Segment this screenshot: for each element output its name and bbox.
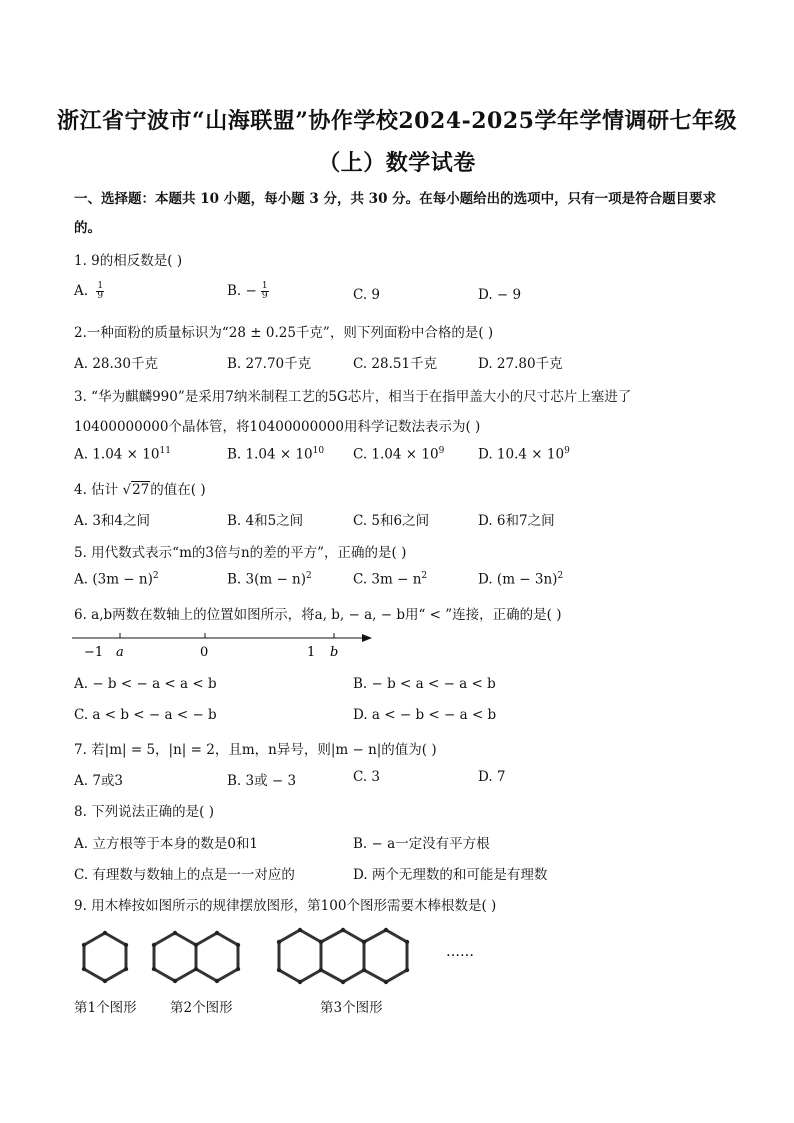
q5-option-c[interactable]: C. $3m - n^2$: [353, 571, 428, 588]
hexagon-figure-2: [154, 933, 238, 981]
question-5-stem: 5. 用代数式表示“m的3倍与n的差的平方”，正确的是( ): [74, 545, 407, 561]
q7-option-d[interactable]: D. 7: [478, 769, 506, 785]
q8-option-b[interactable]: B. − a一定没有平方根: [353, 836, 490, 852]
q4-option-c[interactable]: C. 5和6之间: [353, 513, 430, 529]
arrow-icon: [362, 634, 372, 642]
q3-option-b[interactable]: B. $1.04 \times 10^{10}$: [227, 446, 325, 463]
figure-2-caption: 第2个图形: [170, 1000, 233, 1016]
question-6-stem: 6. a,b两数在数轴上的位置如图所示，将a, b, − a, − b用“ < ”连接，正确的是( ): [74, 607, 562, 623]
q2-option-a[interactable]: A. 28.30千克: [74, 356, 158, 372]
sqrt-icon: √: [122, 482, 132, 498]
sqrt-radicand: 27: [132, 482, 150, 498]
q6-option-d[interactable]: D. a < − b < − a < b: [353, 707, 497, 723]
number-line-figure: [68, 628, 378, 662]
q7-option-a[interactable]: A. 7或3: [74, 773, 124, 789]
q7-option-b[interactable]: B. 3或 − 3: [227, 773, 297, 789]
question-4-stem: 4. 估计 √27的值在( ): [74, 482, 206, 498]
q1-option-b[interactable]: [227, 282, 269, 301]
hexagon-figure-3: [279, 930, 407, 982]
q1-option-b-fraction: $\frac{1}{9}$: [261, 281, 268, 301]
figure-1-caption: 第1个图形: [74, 1000, 137, 1016]
label-minus-1: −1: [84, 645, 104, 660]
label-a: a: [116, 645, 124, 660]
q3-option-a[interactable]: A. $1.04 \times 10^{11}$: [74, 446, 171, 463]
q5-option-a[interactable]: A. $(3m - n)^2$: [74, 571, 159, 588]
q5-option-d[interactable]: D. $(m - 3n)^2$: [478, 571, 564, 588]
label-1: 1: [307, 645, 316, 660]
q3-option-d[interactable]: D. $10.4 \times 10^9$: [478, 446, 570, 463]
q5-option-b[interactable]: B. $3(m - n)^2$: [227, 571, 312, 588]
question-3-stem: 3. “华为麒麟990”是采用7纳米制程工艺的5G芯片，相当于在指甲盖大小的尺寸芯片上塞进了: [74, 389, 632, 405]
q8-option-a[interactable]: A. 立方根等于本身的数是0和1: [74, 836, 259, 852]
q4-option-a[interactable]: A. 3和4之间: [74, 513, 151, 529]
q1-option-a-fraction: $\frac{1}{9}$: [97, 281, 104, 301]
question-9-stem: 9. 用木棒按如图所示的规律摆放图形，第100个图形需要木棒根数是( ): [74, 898, 497, 914]
question-2-stem: 2.一种面粉的质量标识为“28 ± 0.25千克”，则下列面粉中合格的是( ): [74, 325, 494, 341]
q6-option-a[interactable]: A. − b < − a < a < b: [74, 676, 217, 692]
figure-3-caption: 第3个图形: [320, 1000, 383, 1016]
section-header-cont: 的。: [74, 220, 101, 236]
label-0: 0: [200, 645, 209, 660]
q1-option-d[interactable]: D. − 9: [478, 287, 522, 303]
q7-option-c[interactable]: C. 3: [353, 769, 381, 785]
matchstick-heads: [82, 928, 409, 984]
q2-option-b[interactable]: B. 27.70千克: [227, 356, 312, 372]
q1-option-a[interactable]: [74, 282, 104, 301]
section-header: 一、选择题：本题共 10 小题，每小题 3 分，共 30 分。在每小题给出的选项中，只有一项是符合题目要求: [74, 191, 717, 207]
q4-option-b[interactable]: B. 4和5之间: [227, 513, 304, 529]
question-3-stem-cont: 10400000000个晶体管，将10400000000用科学记数法表示为( ): [74, 419, 481, 435]
q1-option-c[interactable]: C. 9: [353, 287, 381, 303]
q4-option-d[interactable]: D. 6和7之间: [478, 513, 555, 529]
question-8-stem: 8. 下列说法正确的是( ): [74, 804, 214, 820]
ellipsis: ……: [446, 944, 474, 960]
label-b: b: [330, 645, 339, 660]
q2-option-c[interactable]: C. 28.51千克: [353, 356, 438, 372]
exam-title-line2: （上）数学试卷: [318, 150, 476, 176]
q2-option-d[interactable]: D. 27.80千克: [478, 356, 563, 372]
q1-option-a-label: A.: [74, 283, 93, 299]
q3-option-c[interactable]: C. $1.04 \times 10^9$: [353, 446, 445, 463]
q8-option-d[interactable]: D. 两个无理数的和可能是有理数: [353, 867, 548, 883]
q6-option-b[interactable]: B. − b < a < − a < b: [353, 676, 496, 692]
question-7-stem: 7. 若|m| = 5，|n| = 2，且m，n异号，则|m − n|的值为( ): [74, 742, 437, 758]
q1-option-b-label: B. −: [227, 283, 257, 299]
q6-option-c[interactable]: C. a < b < − a < − b: [74, 707, 217, 723]
exam-title-line1: 浙江省宁波市“山海联盟”协作学校2024-2025学年学情调研七年级: [57, 108, 737, 134]
q8-option-c[interactable]: C. 有理数与数轴上的点是一一对应的: [74, 867, 295, 883]
hexagon-figure-1: [84, 933, 126, 981]
matchstick-hexagon-figures: [70, 920, 510, 1000]
question-1-stem: 1. 9的相反数是( ): [74, 253, 183, 269]
